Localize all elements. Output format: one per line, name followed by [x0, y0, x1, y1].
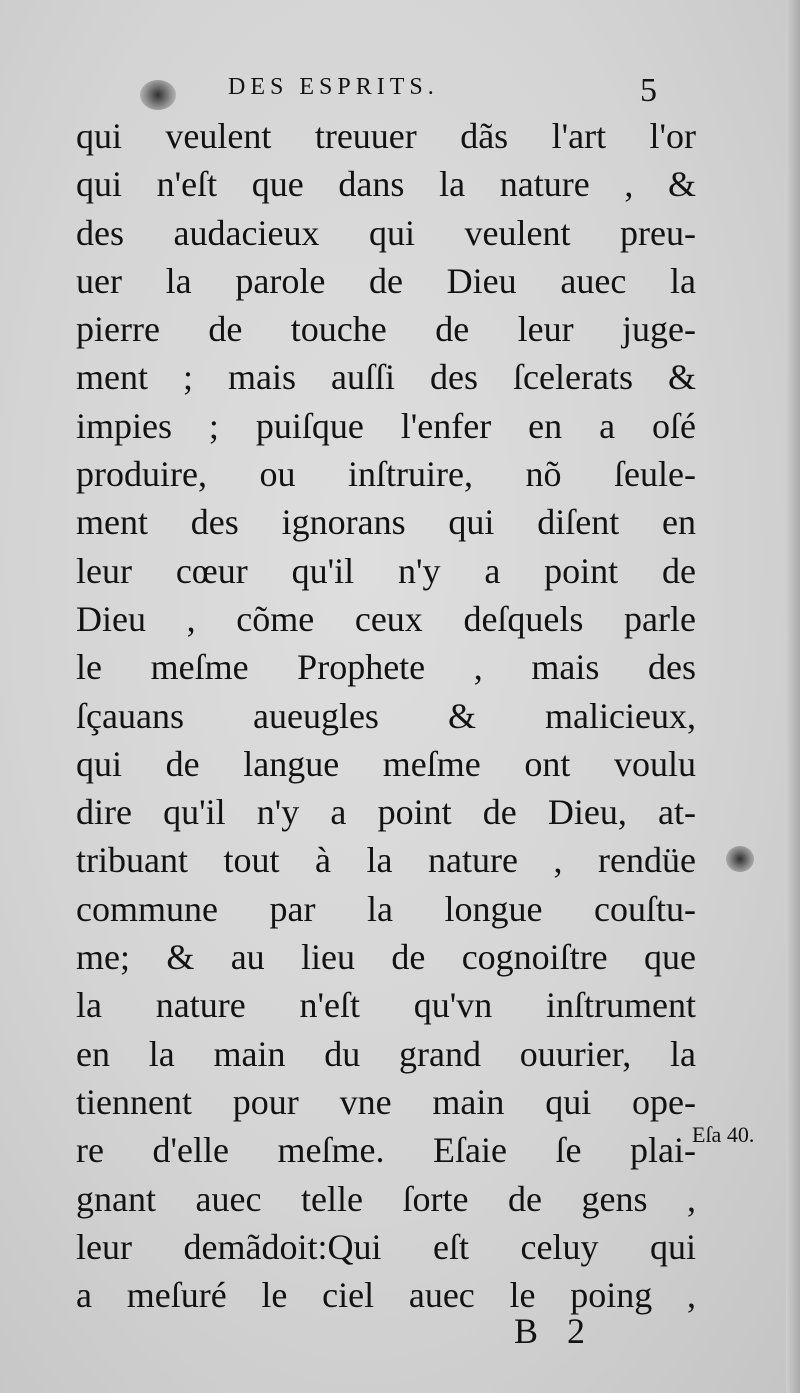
text-line: a meſuré le ciel auec le poing , — [76, 1275, 696, 1316]
text-line: ment ; mais auſſi des ſcelerats & — [76, 357, 696, 398]
ink-blot — [140, 80, 176, 110]
text-line: Dieu , cõme ceux deſquels parle — [76, 598, 696, 639]
body-text — [76, 112, 696, 1319]
text-line: re d'elle meſme. Eſaie ſe plai- — [76, 1130, 696, 1171]
margin-note: Eſa 40. — [692, 1122, 755, 1147]
text-line: qui n'eſt que dans la nature , & — [76, 164, 696, 205]
text-line: ment des ignorans qui diſent en — [76, 502, 696, 543]
page-number: 5 — [640, 72, 657, 109]
text-line: dire qu'il n'y a point de Dieu, at- — [76, 792, 696, 833]
running-head: DES ESPRITS. — [228, 74, 439, 100]
text-line: tiennent pour vne main qui ope- — [76, 1081, 696, 1122]
text-line: ſçauans aueugles & malicieux, — [76, 695, 696, 736]
text-line: en la main du grand ouurier, la — [76, 1033, 696, 1074]
text-line: des audacieux qui veulent preu- — [76, 212, 696, 253]
text-line: qui de langue meſme ont voulu — [76, 743, 696, 784]
text-line: pierre de touche de leur juge- — [76, 309, 696, 350]
text-line: tribuant tout à la nature , rendüe — [76, 840, 696, 881]
text-line: leur cœur qu'il n'y a point de — [76, 550, 696, 591]
text-line: uer la parole de Dieu auec la — [76, 260, 696, 301]
text-line: la nature n'eſt qu'vn inſtrument — [76, 985, 696, 1026]
signature-mark: B 2 — [514, 1311, 596, 1351]
text-line: leur demãdoit:Qui eſt celuy qui — [76, 1226, 696, 1267]
text-line: gnant auec telle ſorte de gens , — [76, 1178, 696, 1219]
ink-blot — [726, 846, 754, 872]
page-edge-shadow — [786, 0, 800, 1393]
text-line: me; & au lieu de cognoiſtre que — [76, 937, 696, 978]
text-line: commune par la longue couſtu- — [76, 888, 696, 929]
text-line: le meſme Prophete , mais des — [76, 647, 696, 688]
page-header — [228, 72, 708, 112]
text-line: qui veulent treuuer dãs l'art l'or — [76, 116, 696, 156]
text-line: impies ; puiſque l'enfer en a oſé — [76, 405, 696, 446]
text-line: produire, ou inſtruire, nõ ſeule- — [76, 454, 696, 495]
